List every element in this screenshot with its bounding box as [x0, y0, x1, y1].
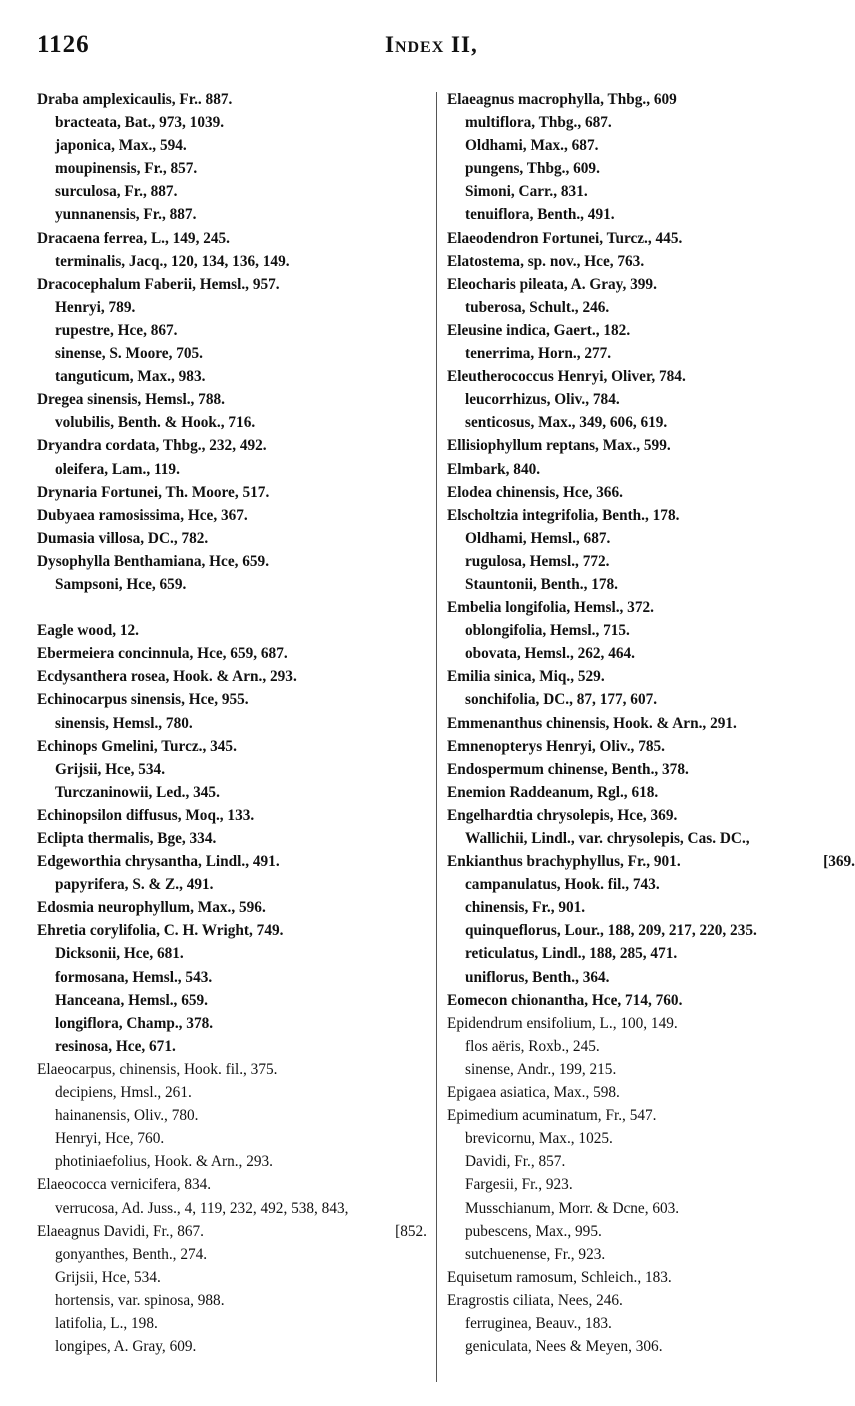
index-entry-text: Draba amplexicaulis, Fr.. 887. — [37, 91, 233, 108]
index-entry-text: Dregea sinensis, Hemsl., 788. — [37, 391, 225, 409]
index-entry — [447, 1127, 847, 1150]
index-entry — [447, 527, 847, 550]
index-entry — [447, 250, 847, 273]
index-entry-text: Ebermeiera concinnula, Hce, 659, 687. — [37, 645, 288, 663]
index-entry — [447, 1058, 847, 1081]
index-entry-text: obovata, Hemsl., 262, 464. — [465, 645, 635, 663]
index-entry-text: Edosmia neurophyllum, Max., 596. — [37, 899, 266, 917]
index-entry-text: leucorrhizus, Oliv., 784. — [465, 391, 620, 409]
index-entry — [37, 273, 437, 296]
index-entry-text: sinense, Andr., 199, 215. — [465, 1060, 617, 1078]
index-entry — [447, 1243, 847, 1266]
index-entry-text: Epimedium acuminatum, Fr., 547. — [447, 1107, 657, 1125]
index-entry-text: ferruginea, Beauv., 183. — [465, 1314, 612, 1332]
index-entry — [447, 665, 847, 688]
column-divider — [436, 92, 437, 1382]
index-entry-text: Emilia sinica, Miq., 529. — [447, 668, 605, 686]
index-entry — [37, 365, 437, 388]
index-entry-text: Turczaninowii, Led., 345. — [55, 783, 220, 801]
index-entry — [37, 573, 437, 596]
index-entry-text: Davidi, Fr., 857. — [465, 1153, 566, 1171]
index-entry-text: Emnenopterys Henryi, Oliv., 785. — [447, 737, 665, 755]
index-entry-text: multiflora, Thbg., 687. — [465, 114, 612, 132]
index-entry — [447, 203, 847, 226]
index-entry — [447, 273, 847, 296]
index-entry — [37, 550, 437, 573]
index-entry-text: resinosa, Hce, 671. — [55, 1037, 176, 1055]
running-head: Index II, — [385, 32, 478, 57]
index-entry — [37, 919, 437, 942]
index-entry — [37, 88, 437, 111]
index-entry-text: Emmenanthus chinensis, Hook. & Arn., 291. — [447, 714, 737, 732]
index-entry-text: Engelhardtia chrysolepis, Hce, 369. — [447, 806, 678, 824]
index-entry-text: Elaeococca vernicifera, 834. — [37, 1176, 212, 1194]
index-entry-text: Eomecon chionantha, Hce, 714, 760. — [447, 991, 683, 1009]
index-entry — [37, 1312, 437, 1335]
index-entry-text: Wallichii, Lindl., var. chrysolepis, Cas. DC., — [465, 830, 750, 847]
index-entry — [447, 1312, 847, 1335]
index-entry — [37, 1127, 437, 1150]
index-entry — [447, 712, 847, 735]
index-entry — [37, 827, 437, 850]
index-entry — [37, 458, 437, 481]
index-entry-text: gonyanthes, Benth., 274. — [55, 1245, 208, 1263]
index-entry-text: Ellisiophyllum reptans, Max., 599. — [447, 437, 671, 455]
index-entry — [447, 989, 847, 1012]
index-entry-text: Elaeagnus macrophylla, Thbg., 609 — [447, 91, 677, 108]
index-entry — [37, 319, 437, 342]
index-entry-text: Sampsoni, Hce, 659. — [55, 575, 187, 593]
index-entry-text: Oldhami, Hemsl., 687. — [465, 529, 611, 547]
index-entry — [37, 896, 437, 919]
index-entry — [37, 481, 437, 504]
index-entry — [37, 942, 437, 965]
index-entry-text: oleifera, Lam., 119. — [55, 460, 180, 478]
index-entry — [37, 111, 437, 134]
index-entry-text: Elaeocarpus, chinensis, Hook. fil., 375. — [37, 1060, 278, 1078]
index-entry-text: Grijsii, Hce, 534. — [55, 1268, 161, 1286]
index-entry-text: geniculata, Nees & Meyen, 306. — [465, 1338, 663, 1356]
index-entry — [447, 942, 847, 965]
index-entry — [447, 434, 847, 457]
index-entry — [447, 1173, 847, 1196]
index-entry-text: rugulosa, Hemsl., 772. — [465, 552, 610, 570]
index-entry — [447, 596, 847, 619]
index-entry — [447, 758, 847, 781]
index-entry — [447, 919, 847, 942]
index-entry — [447, 735, 847, 758]
index-entry-text: pubescens, Max., 995. — [465, 1222, 602, 1240]
index-entry — [447, 827, 847, 850]
index-entry-text: terminalis, Jacq., 120, 134, 136, 149. — [55, 252, 290, 270]
index-entry — [447, 481, 847, 504]
index-entry-text: Dracaena ferrea, L., 149, 245. — [37, 229, 231, 247]
index-entry — [37, 157, 437, 180]
index-entry — [447, 458, 847, 481]
index-entry — [447, 111, 847, 134]
index-entry-text: yunnanensis, Fr., 887. — [55, 206, 197, 224]
index-entry-text: Enkianthus brachyphyllus, Fr., 901. — [447, 853, 681, 871]
index-entry — [37, 1335, 437, 1358]
index-entry-text: tanguticum, Max., 983. — [55, 368, 206, 386]
index-entry — [37, 712, 437, 735]
index-entry-text: Dumasia villosa, DC., 782. — [37, 529, 209, 547]
index-entry — [37, 411, 437, 434]
index-entry-text: Dysophylla Benthamiana, Hce, 659. — [37, 552, 270, 570]
index-entry-text: Ecdysanthera rosea, Hook. & Arn., 293. — [37, 668, 297, 686]
index-entry — [447, 781, 847, 804]
index-entry-text: Grijsii, Hce, 534. — [55, 760, 166, 778]
index-entry-text: Hanceana, Hemsl., 659. — [55, 991, 208, 1009]
index-entry-text: papyrifera, S. & Z., 491. — [55, 876, 214, 894]
index-entry-text: moupinensis, Fr., 857. — [55, 160, 198, 178]
index-entry — [37, 850, 437, 873]
index-entry-text: Echinocarpus sinensis, Hce, 955. — [37, 691, 249, 709]
index-entry-text: Epidendrum ensifolium, L., 100, 149. — [447, 1014, 678, 1032]
index-entry — [447, 365, 847, 388]
index-entry — [37, 804, 437, 827]
index-entry-text: Dracocephalum Faberii, Hemsl., 957. — [37, 275, 280, 293]
index-entry — [37, 134, 437, 157]
index-entry — [447, 550, 847, 573]
page-number: 1126 — [37, 31, 90, 58]
index-entry — [37, 1012, 437, 1035]
index-entry-text: volubilis, Benth. & Hook., 716. — [55, 414, 256, 432]
index-entry — [37, 619, 437, 642]
index-entry — [447, 1012, 847, 1035]
index-entry-text: Equisetum ramosum, Schleich., 183. — [447, 1268, 672, 1286]
index-entry — [447, 619, 847, 642]
index-entry-text: surculosa, Fr., 887. — [55, 183, 178, 201]
index-entry-text: Oldhami, Max., 687. — [465, 137, 599, 155]
index-entry-text: Echinops Gmelini, Turcz., 345. — [37, 737, 237, 755]
index-entry-text: Elaeodendron Fortunei, Turcz., 445. — [447, 229, 683, 247]
index-entry — [447, 966, 847, 989]
index-entry-text: flos aëris, Roxb., 245. — [465, 1037, 600, 1055]
index-entry — [447, 1104, 847, 1127]
index-entry-text: Dubyaea ramosissima, Hce, 367. — [37, 506, 248, 524]
index-entry-text: senticosus, Max., 349, 606, 619. — [465, 414, 668, 432]
index-entry — [37, 781, 437, 804]
index-entry — [447, 1150, 847, 1173]
index-entry — [447, 180, 847, 203]
index-entry — [447, 688, 847, 711]
index-entry-text: Simoni, Carr., 831. — [465, 183, 588, 201]
index-entry-text: Stauntonii, Benth., 178. — [465, 575, 619, 593]
index-entry — [37, 296, 437, 319]
index-entry — [37, 1266, 437, 1289]
index-entry — [37, 504, 437, 527]
index-entry-text: japonica, Max., 594. — [55, 137, 187, 155]
index-entry-text: Henryi, Hce, 760. — [55, 1130, 165, 1148]
index-entry — [37, 735, 437, 758]
index-entry-text: brevicornu, Max., 1025. — [465, 1130, 613, 1148]
index-entry-text: campanulatus, Hook. fil., 743. — [465, 876, 660, 894]
index-entry — [447, 1081, 847, 1104]
index-entry — [37, 250, 437, 273]
index-entry-text: oblongifolia, Hemsl., 715. — [465, 622, 630, 640]
index-entry-text: hainanensis, Oliv., 780. — [55, 1107, 199, 1125]
index-entry-text: Elaeagnus Davidi, Fr., 867. — [37, 1222, 204, 1240]
index-entry — [37, 434, 437, 457]
index-entry-text: Ehretia corylifolia, C. H. Wright, 749. — [37, 922, 284, 940]
index-entry — [447, 504, 847, 527]
index-entry — [37, 527, 437, 550]
index-entry — [447, 804, 847, 827]
index-entry — [447, 573, 847, 596]
index-entry-continuation: [852. — [395, 1222, 427, 1240]
index-entry-text: formosana, Hemsl., 543. — [55, 968, 213, 986]
index-entry — [37, 1289, 437, 1312]
index-entry-text: Eclipta thermalis, Bge, 334. — [37, 830, 217, 847]
index-entry-text: Dicksonii, Hce, 681. — [55, 945, 184, 963]
index-entry-text: bracteata, Bat., 973, 1039. — [55, 114, 225, 132]
index-entry-text: Embelia longifolia, Hemsl., 372. — [447, 599, 654, 617]
index-entry-text: Elscholtzia integrifolia, Benth., 178. — [447, 506, 680, 524]
index-entry-text: Fargesii, Fr., 923. — [465, 1176, 573, 1194]
index-entry-text: quinqueflorus, Lour., 188, 209, 217, 220, 235. — [465, 922, 757, 940]
index-entry — [447, 873, 847, 896]
index-entry-text: Endospermum chinense, Benth., 378. — [447, 760, 689, 778]
index-entry — [37, 665, 437, 688]
index-entry — [37, 1173, 437, 1196]
index-entry — [447, 388, 847, 411]
index-entry — [447, 227, 847, 250]
index-entry — [447, 319, 847, 342]
index-entry-text: Eagle wood, 12. — [37, 622, 139, 640]
index-entry — [37, 642, 437, 665]
index-entry-text: Musschianum, Morr. & Dcne, 603. — [465, 1199, 680, 1217]
index-entry-text: rupestre, Hce, 867. — [55, 321, 178, 339]
index-entry-text: Elatostema, sp. nov., Hce, 763. — [447, 252, 645, 270]
index-entry — [37, 1150, 437, 1173]
index-entry-text: sonchifolia, DC., 87, 177, 607. — [465, 691, 658, 709]
index-entry — [37, 1197, 437, 1220]
index-entry — [37, 1035, 437, 1058]
index-entry — [447, 1197, 847, 1220]
index-entry-text: verrucosa, Ad. Juss., 4, 119, 232, 492, 538, 843, — [55, 1199, 349, 1217]
index-entry — [37, 203, 437, 226]
index-entry — [37, 388, 437, 411]
index-entry-text: Epigaea asiatica, Max., 598. — [447, 1084, 620, 1102]
index-column-left — [37, 88, 437, 1358]
index-entry-text: Elodea chinensis, Hce, 366. — [447, 483, 623, 501]
index-entry — [447, 1335, 847, 1358]
index-entry — [447, 1220, 847, 1243]
index-entry — [37, 1243, 437, 1266]
index-entry-text: sutchuenense, Fr., 923. — [465, 1245, 606, 1263]
index-entry-text: tuberosa, Schult., 246. — [465, 298, 610, 316]
index-entry — [447, 342, 847, 365]
section-gap — [37, 596, 437, 619]
index-entry — [447, 642, 847, 665]
index-entry — [37, 342, 437, 365]
index-entry-text: sinense, S. Moore, 705. — [55, 345, 204, 363]
index-entry-text: uniflorus, Benth., 364. — [465, 968, 610, 986]
index-entry-text: Eleutherococcus Henryi, Oliver, 784. — [447, 368, 686, 386]
index-entry — [37, 873, 437, 896]
index-entry-text: tenerrima, Horn., 277. — [465, 345, 612, 363]
index-entry — [447, 296, 847, 319]
index-entry — [447, 157, 847, 180]
index-entry-text: Enemion Raddeanum, Rgl., 618. — [447, 783, 659, 801]
index-entry — [447, 896, 847, 919]
index-entry — [37, 966, 437, 989]
index-entry-text: Eleocharis pileata, A. Gray, 399. — [447, 275, 657, 293]
index-entry — [447, 1266, 847, 1289]
index-entry — [37, 180, 437, 203]
index-entry — [37, 227, 437, 250]
index-entry — [447, 850, 855, 873]
index-entry-text: longipes, A. Gray, 609. — [55, 1338, 197, 1356]
index-entry — [37, 1081, 437, 1104]
index-entry-text: pungens, Thbg., 609. — [465, 160, 600, 178]
index-entry-text: chinensis, Fr., 901. — [465, 899, 586, 917]
index-entry — [37, 989, 437, 1012]
index-entry-text: photiniaefolius, Hook. & Arn., 293. — [55, 1153, 273, 1171]
index-entry-continuation: [369. — [823, 853, 855, 871]
index-entry — [447, 1035, 847, 1058]
index-entry-text: Elmbark, 840. — [447, 460, 541, 478]
index-entry-text: hortensis, var. spinosa, 988. — [55, 1291, 225, 1309]
index-entry — [447, 411, 847, 434]
index-entry-text: tenuiflora, Benth., 491. — [465, 206, 615, 224]
index-entry-text: reticulatus, Lindl., 188, 285, 471. — [465, 945, 678, 963]
index-entry-text: Drynaria Fortunei, Th. Moore, 517. — [37, 483, 270, 501]
index-entry-text: Dryandra cordata, Thbg., 232, 492. — [37, 437, 267, 455]
index-entry-text: longiflora, Champ., 378. — [55, 1014, 214, 1032]
index-entry-text: Eragrostis ciliata, Nees, 246. — [447, 1291, 623, 1309]
index-entry — [447, 1289, 847, 1312]
index-entry — [37, 1220, 437, 1243]
index-entry — [37, 1104, 437, 1127]
index-entry-text: Eleusine indica, Gaert., 182. — [447, 321, 631, 339]
index-entry — [37, 758, 437, 781]
index-entry-text: decipiens, Hmsl., 261. — [55, 1084, 192, 1102]
index-column-right — [447, 88, 855, 1358]
index-entry-text: Edgeworthia chrysantha, Lindl., 491. — [37, 853, 280, 871]
index-entry-text: sinensis, Hemsl., 780. — [55, 714, 193, 732]
index-entry-text: Henryi, 789. — [55, 298, 136, 316]
index-entry — [447, 134, 847, 157]
index-entry-text: Echinopsilon diffusus, Moq., 133. — [37, 806, 255, 824]
index-entry — [447, 88, 847, 111]
index-entry-text: latifolia, L., 198. — [55, 1314, 158, 1332]
index-entry — [37, 688, 437, 711]
index-entry — [37, 1058, 437, 1081]
